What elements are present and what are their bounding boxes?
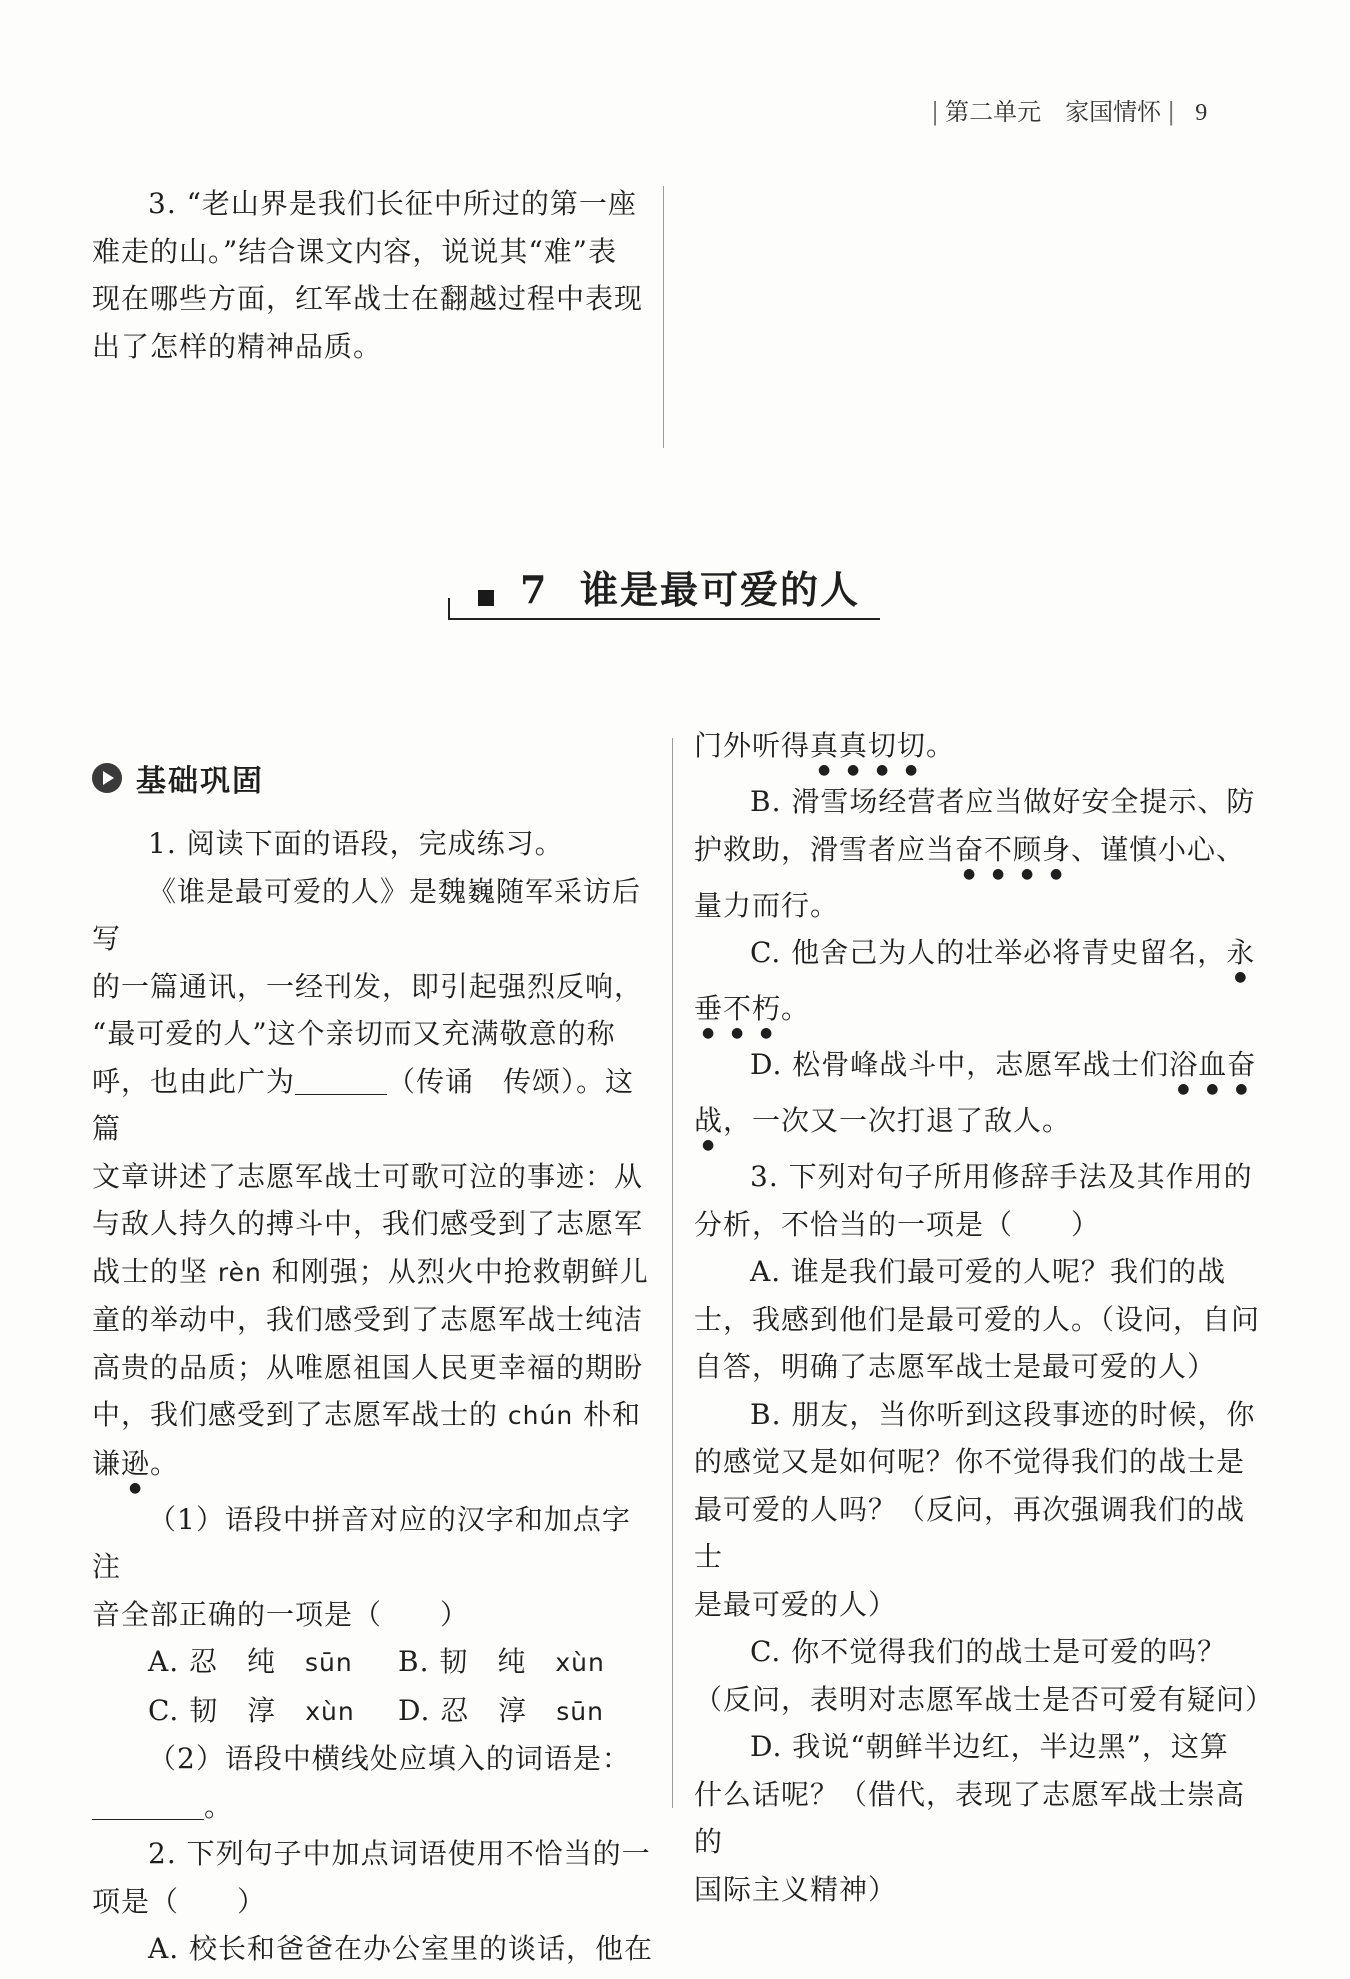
running-header — [925, 98, 1207, 127]
question-2: 2. 下列句子中加点词语使用不恰当的一 — [148, 1837, 651, 1870]
title-square-icon — [478, 590, 494, 606]
option-text: B. 韧 纯 — [398, 1645, 556, 1678]
header-separator: | — [1167, 98, 1176, 126]
left-column — [92, 820, 657, 1973]
pinyin: chún — [507, 1401, 574, 1430]
passage-line — [92, 1391, 657, 1440]
text: ，一次又一次打退了敌人。 — [723, 1104, 1072, 1137]
text-line — [694, 929, 1262, 985]
option-text: D. 忍 淳 — [398, 1693, 557, 1727]
prev-question-line: 出了怎样的精神品质。 — [92, 329, 383, 363]
question-3-option-A: A. 谁是我们最可爱的人呢？我们的战 — [750, 1255, 1227, 1288]
dotted-char: 逊 — [121, 1446, 151, 1480]
dotted-phrase: 永 — [1226, 936, 1256, 969]
question-3-option-B: 是最可爱的人） — [694, 1587, 898, 1621]
passage-line: 与敌人持久的搏斗中，我们感受到了志愿军 — [92, 1207, 644, 1240]
question-3-option-C: （反问，表明对志愿军战士是否可爱有疑问） — [694, 1682, 1275, 1716]
question-3-option-D: 什么话呢？（借代，表现了志愿军战士崇高的 — [694, 1777, 1246, 1858]
question-3-option-D: D. 我说“朝鲜半边红，半边黑”，这算 — [750, 1730, 1229, 1763]
passage-line: 童的举动中，我们感受到了志愿军战士纯洁 — [92, 1303, 644, 1336]
play-circle-icon — [92, 763, 122, 793]
dotted-phrase: 垂不朽 — [694, 992, 782, 1025]
question-1-intro: 1. 阅读下面的语段，完成练习。 — [148, 827, 564, 860]
text: C. 他舍己为人的壮举必将青史留名， — [750, 936, 1227, 969]
punctuation: 。 — [204, 1789, 234, 1823]
passage-line — [92, 1440, 657, 1496]
option-C[interactable] — [148, 1687, 398, 1736]
prev-question-line: 难走的山。”结合课文内容，说说其“难”表 — [92, 234, 617, 268]
pinyin: xùn — [555, 1648, 605, 1677]
passage-text: 谦 — [92, 1446, 122, 1480]
passage-line — [92, 1248, 657, 1297]
text: 。 — [781, 992, 811, 1025]
question-3: 分析，不恰当的一项是（ ） — [694, 1207, 1101, 1241]
prev-question-line: 现在哪些方面，红军战士在翻越过程中表现 — [92, 282, 644, 315]
title-underline — [448, 618, 880, 620]
question-3-option-B: 的感觉又是如何呢？你不觉得我们的战士是 — [694, 1445, 1246, 1478]
question-3-option-A: 自答，明确了志愿军战士是最可爱的人） — [694, 1350, 1217, 1383]
passage-text: 和刚强；从烈火中抢救朝鲜儿 — [271, 1254, 649, 1288]
passage-line: 的一篇通讯，一经刊发，即引起强烈反响， — [92, 969, 644, 1003]
passage-text: 朴和 — [583, 1398, 642, 1431]
sub-question-1: 音全部正确的一项是（ ） — [92, 1597, 470, 1631]
previous-question — [92, 180, 652, 370]
dotted-phrase: 浴血奋 — [1169, 1048, 1257, 1081]
lesson-number: 7 — [520, 567, 547, 612]
text: 。 — [926, 729, 956, 762]
page-number: 9 — [1195, 100, 1208, 126]
section-title: 基础巩固 — [136, 764, 264, 799]
dotted-phrase: 真真切切 — [810, 729, 927, 762]
option-text: A. 忍 纯 — [148, 1645, 306, 1678]
passage-line: 高贵的品质；从唯愿祖国人民更幸福的期盼 — [92, 1350, 644, 1384]
passage-line — [92, 1058, 657, 1153]
question-3-option-C: C. 你不觉得我们的战士是可爱的吗？ — [750, 1635, 1227, 1668]
pinyin: sūn — [305, 1648, 353, 1677]
text-line: B. 滑雪场经营者应当做好安全提示、防 — [750, 785, 1256, 818]
sub-question-2 — [92, 1783, 657, 1831]
text-line — [694, 985, 1262, 1041]
pinyin: rèn — [217, 1257, 262, 1287]
text-line: 量力而行。 — [694, 888, 840, 922]
text-line — [694, 722, 1262, 778]
question-2-option-A: A. 校长和爸爸在办公室里的谈话，他在 — [148, 1932, 654, 1965]
options-row — [92, 1638, 657, 1687]
pinyin: xùn — [305, 1696, 355, 1726]
option-D[interactable] — [398, 1687, 604, 1736]
option-text: C. 韧 淳 — [148, 1693, 306, 1727]
right-column — [694, 722, 1275, 1913]
text-line — [694, 826, 1262, 882]
column-divider-bottom — [672, 738, 673, 1808]
question-2: 项是（ ） — [92, 1884, 267, 1918]
column-divider-top — [663, 186, 664, 448]
passage-text: 战士的坚 — [92, 1254, 209, 1288]
text: 门外听得 — [694, 729, 811, 762]
option-A[interactable] — [148, 1638, 398, 1687]
passage-line: “最可爱的人”这个亲切而又充满敬意的称 — [92, 1017, 616, 1050]
dotted-phrase: 奋不顾身 — [955, 832, 1072, 866]
text-line — [694, 1097, 1262, 1153]
lesson-title: 谁是最可爱的人 — [580, 567, 861, 612]
header-separator: | — [931, 98, 940, 126]
passage-text: 中，我们感受到了志愿军战士的 — [92, 1398, 499, 1431]
answer-blank[interactable] — [295, 1064, 387, 1095]
passage-text: （传诵 传颂）。这篇 — [92, 1064, 635, 1145]
passage-line: 文章讲述了志愿军战士可歌可泣的事迹：从 — [92, 1159, 644, 1193]
answer-blank[interactable] — [92, 1789, 204, 1820]
text: 、谨慎小心、 — [1071, 832, 1246, 866]
question-3-option-B: 最可爱的人吗？（反问，再次强调我们的战士 — [694, 1492, 1246, 1573]
text-line — [694, 1041, 1262, 1097]
question-3-option-A: 士，我感到他们是最可爱的人。（设问，自问 — [694, 1302, 1261, 1336]
prev-question-line: 3. “老山界是我们长征中所过的第一座 — [148, 187, 637, 220]
header-theme: 家国情怀 — [1065, 98, 1162, 126]
passage-text: 。 — [150, 1446, 180, 1480]
text: D. 松骨峰战斗中，志愿军战士们 — [750, 1048, 1170, 1081]
pinyin: sūn — [556, 1696, 604, 1726]
sub-question-2: （2）语段中横线处应填入的词语是： — [148, 1742, 631, 1775]
question-3: 3. 下列对句子所用修辞手法及其作用的 — [750, 1160, 1253, 1193]
dotted-phrase: 战 — [694, 1104, 724, 1137]
option-B[interactable] — [398, 1638, 605, 1687]
sub-question-1: （1）语段中拼音对应的汉字和加点字注 — [92, 1502, 631, 1583]
title-bracket — [448, 598, 450, 618]
options-row — [92, 1687, 657, 1736]
lesson-title-block — [448, 568, 880, 620]
text: 护救助，滑雪者应当 — [694, 832, 956, 866]
header-unit: 第二单元 — [945, 98, 1042, 126]
question-3-option-B: B. 朋友，当你听到这段事迹的时候，你 — [750, 1397, 1256, 1431]
section-heading — [92, 756, 264, 799]
passage-line: 《谁是最可爱的人》是魏巍随军采访后写 — [92, 874, 642, 955]
question-3-option-D: 国际主义精神） — [694, 1872, 898, 1906]
passage-text: 呼，也由此广为 — [92, 1064, 296, 1098]
